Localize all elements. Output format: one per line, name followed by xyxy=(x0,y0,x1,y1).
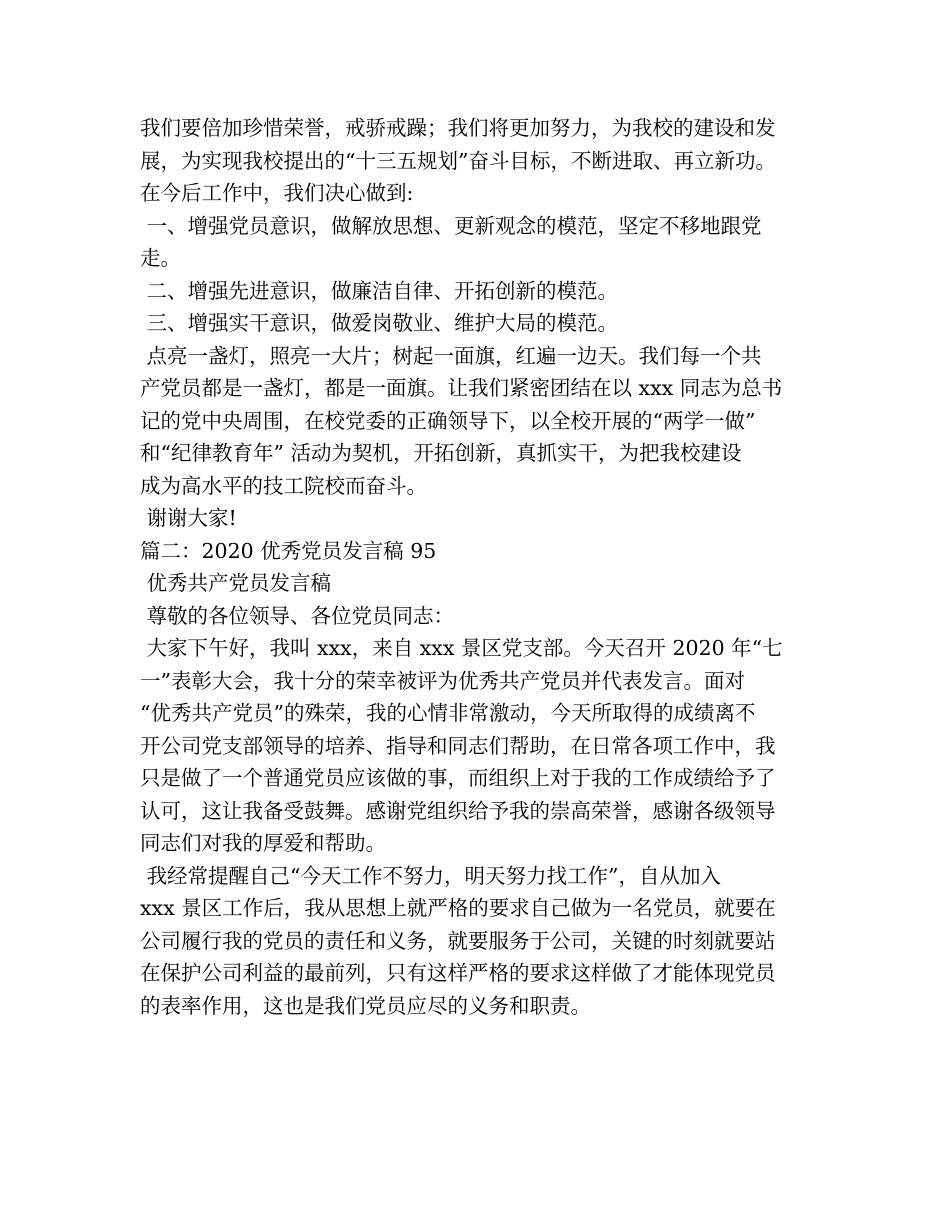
text-line: 我们要倍加珍惜荣誉，戒骄戒躁；我们将更加努力，为我校的建设和发 xyxy=(140,116,776,140)
document-body xyxy=(140,112,830,1022)
text-line: 记的党中央周围，在校党委的正确领导下，以全校开展的“两学一做” xyxy=(140,408,756,433)
salutation: 尊敬的各位领导、各位党员同志： xyxy=(140,603,455,628)
text-line: “优秀共产党员”的殊荣，我的心情非常激动，今天所取得的成绩离不 xyxy=(140,701,756,725)
text-line: 同志们对我的厚爱和帮助。 xyxy=(140,831,386,855)
text-line: xxx 景区工作后，我从思想上就严格的要求自己做为一名党员，就要在 xyxy=(140,896,776,920)
text-line: 走。 xyxy=(140,246,181,270)
text-line: 和“纪律教育年” 活动为契机，开拓创新，真抓实干，为把我校建设 xyxy=(140,441,742,465)
text-line: 开公司党支部领导的培养、指导和同志们帮助，在日常各项工作中，我 xyxy=(140,733,776,758)
text-line: 在今后工作中，我们决心做到: xyxy=(140,181,414,205)
text-line: 认可，这让我备受鼓舞。感谢党组织给予我的崇高荣誉，感谢各级领导 xyxy=(140,798,776,823)
section-heading: 篇二：2020 优秀党员发言稿 95 xyxy=(140,538,437,563)
text-line: 三、增强实干意识，做爱岗敬业、维护大局的模范。 xyxy=(140,311,619,335)
speech-title: 优秀共产党员发言稿 xyxy=(140,571,332,595)
text-line: 展，为实现我校提出的“十三五规划”奋斗目标，不断进取、再立新功。 xyxy=(140,148,776,173)
text-line: 一”表彰大会，我十分的荣幸被评为优秀共产党员并代表发言。面对 xyxy=(140,668,745,693)
text-line: 在保护公司利益的最前列，只有这样严格的要求这样做了才能体现党员 xyxy=(140,961,776,985)
text-line: 的表率作用，这也是我们党员应尽的义务和职责。 xyxy=(140,993,591,1018)
text-line: 大家下午好，我叫 xxx，来自 xxx 景区党支部。今天召开 2020 年“七 xyxy=(140,636,783,660)
text-line: 产党员都是一盏灯，都是一面旗。让我们紧密团结在以 xxx 同志为总书 xyxy=(140,376,783,400)
text-line: 一、增强党员意识，做解放思想、更新观念的模范，坚定不移地跟党 xyxy=(140,213,762,238)
text-line: 我经常提醒自己“今天工作不努力，明天努力找工作”，自从加入 xyxy=(140,863,721,888)
text-line: 点亮一盏灯，照亮一大片；树起一面旗，红遍一边天。我们每一个共 xyxy=(140,343,762,368)
text-line: 公司履行我的党员的责任和义务，就要服务于公司，关键的时刻就要站 xyxy=(140,928,776,953)
text-line: 成为高水平的技工院校而奋斗。 xyxy=(140,473,427,498)
text-line: 谢谢大家! xyxy=(140,506,237,530)
text-line: 只是做了一个普通党员应该做的事，而组织上对于我的工作成绩给予了 xyxy=(140,766,776,790)
text-line: 二、增强先进意识，做廉洁自律、开拓创新的模范。 xyxy=(140,278,619,303)
